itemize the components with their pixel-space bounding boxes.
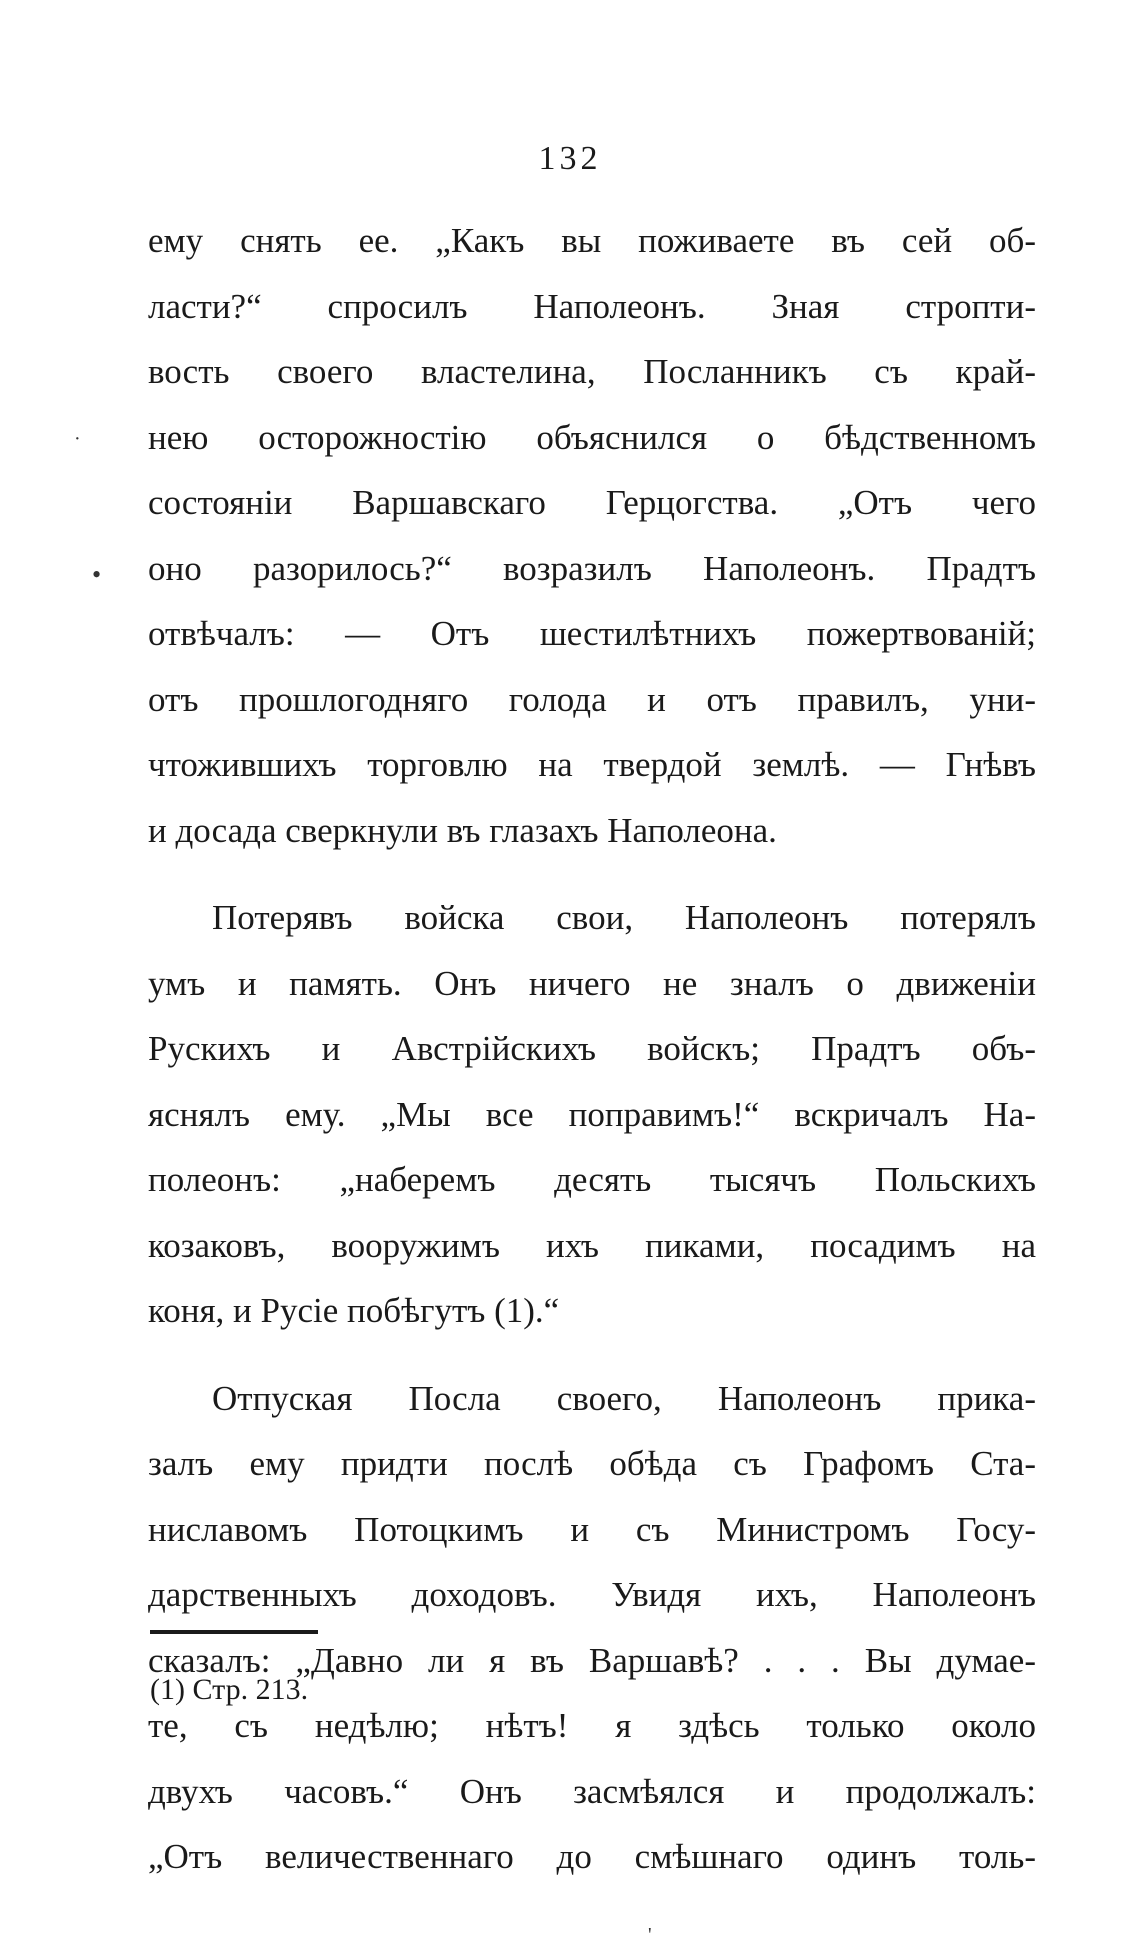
text-line: умъ и память. Онъ ничего не зналъ о движеніи [148,963,1036,1003]
scan-speck: · [74,428,81,450]
paragraph-gap [148,863,1036,885]
text-line: ему снять ее. „Какъ вы поживаете въ сей об- [148,221,1036,260]
text-line: и досада сверкнули въ глазахъ Наполеона. [148,810,777,850]
text-line: отвѣчалъ: — Отъ шестилѣтнихъ пожертвованій; [148,614,1036,653]
text-line: двухъ часовъ.“ Онъ засмѣялся и продолжалъ: [148,1771,1036,1811]
text-line: сказалъ: „Давно ли я въ Варшавѣ? . . . Вы думае- [148,1640,1036,1680]
text-line: Отпуская Посла своего, Наполеонъ прика- [212,1378,1036,1418]
paragraph-gap [148,1344,1036,1366]
text-line: „Отъ величественнаго до смѣшнаго одинъ толь- [148,1837,1036,1876]
text-line: залъ ему придти послѣ обѣда съ Графомъ Ста- [148,1444,1036,1483]
text-line: коня, и Русіе побѣгутъ (1).“ [148,1291,560,1330]
text-line: Потерявъ войска свои, Наполеонъ потерялъ [212,898,1036,937]
text-line: козаковъ, вооружимъ ихъ пиками, посадимъ на [148,1225,1036,1265]
text-line: дарственныхъ доходовъ. Увидя ихъ, Наполеонъ [148,1575,1036,1614]
text-line: оно разорилось?“ возразилъ Наполеонъ. Прадтъ [148,548,1036,588]
text-line: чтожившихъ торговлю на твердой землѣ. — Гнѣвъ [148,745,1036,784]
scan-speck: ' [648,1924,652,1946]
text-line: ниславомъ Потоцкимъ и съ Министромъ Госу- [148,1509,1036,1549]
body-text [148,208,1036,1890]
text-line: ласти?“ спросилъ Наполеонъ. Зная стропти- [148,286,1036,326]
scan-speck: • [92,560,102,589]
text-line: отъ прошлогодняго голода и отъ правилъ, уни- [148,679,1036,719]
text-line: те, съ недѣлю; нѣтъ! я здѣсь только около [148,1706,1036,1745]
footnote: (1) Стр. 213. [150,1673,309,1706]
text-line: полеонъ: „наберемъ десять тысячъ Польскихъ [148,1160,1036,1199]
text-line: вость своего властелина, Посланникъ съ край- [148,352,1036,391]
footnote-rule [150,1630,318,1634]
page-number: 132 [538,140,602,177]
text-line: нею осторожностію объяснился о бѣдственномъ [148,417,1036,457]
text-line: яснялъ ему. „Мы все поправимъ!“ вскричалъ На- [148,1094,1036,1134]
text-line: состояніи Варшавскаго Герцогства. „Отъ чего [148,483,1036,522]
text-line: Рускихъ и Австрійскихъ войскъ; Прадтъ объ- [148,1029,1036,1068]
